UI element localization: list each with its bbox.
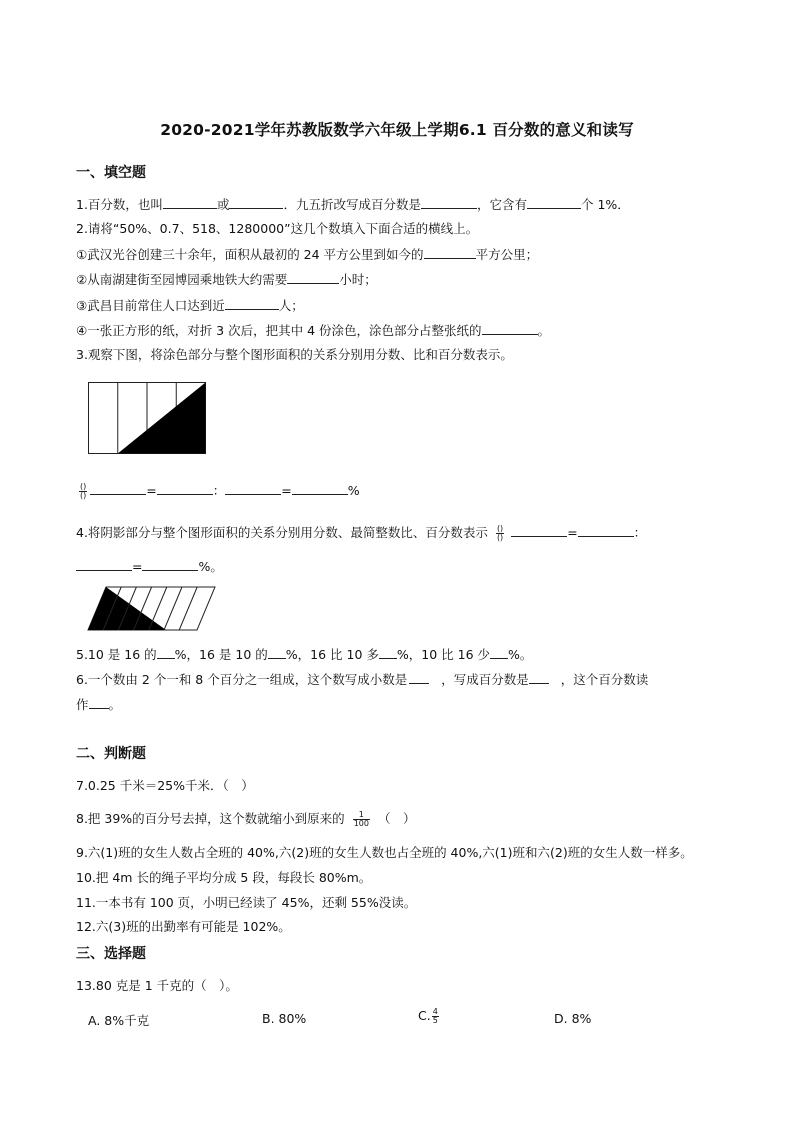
q3-eq-1: =	[146, 483, 157, 498]
q1-text-4: ，它含有	[476, 197, 527, 212]
q13-option-b[interactable]: B. 80%	[262, 1011, 307, 1026]
q13-c-num: 4	[432, 1007, 438, 1016]
q4-frac-num: ()	[496, 524, 504, 533]
q2b-blank[interactable]	[287, 270, 339, 284]
q4-blank-4[interactable]	[142, 557, 198, 571]
q2b-text-2: 小时；	[339, 272, 377, 287]
question-13: 13.80 克是 1 千克的（ ）。	[76, 978, 238, 993]
q3-blank-1[interactable]	[90, 481, 146, 495]
q8-fraction	[353, 811, 370, 828]
section-fill-heading: 一、填空题	[76, 165, 146, 181]
q6-text-2: ，写成百分数是	[441, 672, 529, 687]
q3-blank-2[interactable]	[157, 481, 213, 495]
section-choice-heading: 三、选择题	[76, 946, 146, 962]
question-2c	[76, 296, 304, 315]
q6-text-1: 6.一个数由 2 个一和 8 个百分之一组成，这个数写成小数是	[76, 672, 408, 687]
question-6-cont	[76, 695, 121, 714]
question-2-intro: 2.请将“50%、0.7、518、1280000”这几个数填入下面合适的横线上。	[76, 221, 479, 236]
section-judge-heading: 二、判断题	[76, 746, 146, 762]
q4-frac-den: ()	[496, 533, 504, 542]
q3-blank-3[interactable]	[225, 481, 281, 495]
q2b-text-1: ②从南湖建街至园博园乘地铁大约需要	[76, 272, 288, 287]
q5-blank-2[interactable]	[268, 645, 286, 659]
q8-frac-num: 1	[353, 811, 370, 820]
question-2b	[76, 270, 377, 289]
question-8	[76, 810, 415, 828]
question-11: 11.一本书有 100 页，小明已经读了 45%，还剩 55%没读。	[76, 895, 417, 910]
q5-text-4: %，10 比 16 少	[396, 647, 490, 662]
q2a-text-1: ①武汉光谷创建三十余年，面积从最初的 24 平方公里到如今的	[76, 247, 424, 262]
q5-text-3: %，16 比 10 多	[285, 647, 379, 662]
q3-frac-num: ()	[80, 482, 87, 491]
question-3: 3.观察下图，将涂色部分与整个图形面积的关系分别用分数、比和百分数表示。	[76, 347, 513, 362]
q8-text-2: （ ）	[377, 811, 416, 826]
q1-blank-2[interactable]	[229, 195, 283, 209]
question-4-cont	[76, 557, 223, 576]
q5-text-5: %。	[508, 647, 533, 662]
q3-eq-2: =	[281, 483, 292, 498]
q1-text-3: ．九五折改写成百分数是	[283, 197, 421, 212]
q6-blank-3[interactable]	[89, 695, 109, 709]
q6-blank-1[interactable]	[409, 670, 429, 684]
q2c-blank[interactable]	[225, 296, 279, 310]
q5-blank-1[interactable]	[157, 645, 175, 659]
q13-option-c-fraction	[432, 1008, 439, 1025]
q2a-text-2: 平方公里；	[475, 247, 539, 262]
question-2a	[76, 245, 538, 264]
q3-fraction	[79, 483, 87, 500]
question-4	[76, 523, 646, 542]
q2c-text-1: ③武昌目前常住人口达到近	[76, 298, 225, 313]
q2c-text-2: 人；	[278, 298, 304, 313]
q5-blank-4[interactable]	[490, 645, 508, 659]
q1-blank-4[interactable]	[527, 195, 581, 209]
q4-text: 4.将阴影部分与整个图形面积的关系分别用分数、最简整数比、百分数表示	[76, 525, 488, 540]
q4-blank-3[interactable]	[76, 557, 132, 571]
q2a-blank[interactable]	[424, 245, 476, 259]
question-2d	[76, 321, 550, 340]
q5-text-2: %，16 是 10 的	[174, 647, 268, 662]
q13-option-d[interactable]: D. 8%	[554, 1011, 592, 1026]
q4-blank-1[interactable]	[511, 523, 567, 537]
question-12: 12.六(3)班的出勤率有可能是 102%。	[76, 919, 291, 934]
q13-option-c-prefix: C.	[418, 1008, 431, 1023]
question-10: 10.把 4m 长的绳子平均分成 5 段，每段长 80%m。	[76, 870, 372, 885]
q3-figure-rectangle	[88, 382, 210, 456]
q4-colon: ：	[633, 525, 647, 540]
q4-blank-2[interactable]	[578, 523, 634, 537]
q1-text-1: 1.百分数，也叫	[76, 197, 163, 212]
q4-eq-2: =	[132, 559, 143, 574]
q13-c-den: 5	[432, 1016, 438, 1025]
question-6	[76, 670, 648, 689]
q2d-blank[interactable]	[482, 321, 538, 335]
question-5	[76, 645, 532, 664]
q1-blank-3[interactable]	[421, 195, 477, 209]
q4-fraction	[496, 525, 504, 542]
q1-blank-1[interactable]	[163, 195, 217, 209]
q5-blank-3[interactable]	[379, 645, 397, 659]
question-9: 9.六(1)班的女生人数占全班的 40%,六(2)班的女生人数也占全班的 40%,六(1)班和六(2)班的女生人数一样多。	[76, 845, 693, 860]
q1-text-2: 或	[216, 197, 230, 212]
q2d-text-2: 。	[537, 323, 551, 338]
q8-text-1: 8.把 39%的百分号去掉，这个数就缩小到原来的	[76, 811, 345, 826]
q3-colon: ：	[212, 483, 226, 498]
q2d-text-1: ④一张正方形的纸，对折 3 次后，把其中 4 份涂色，涂色部分占整张纸的	[76, 323, 482, 338]
q6-text-3: ，这个百分数读	[560, 672, 649, 687]
q3-frac-den: ()	[80, 491, 87, 500]
q13-option-a[interactable]: A. 8%千克	[88, 1013, 150, 1028]
q3-pct: %	[347, 483, 360, 498]
q4-figure-parallelogram	[86, 585, 218, 633]
question-1	[76, 195, 630, 214]
q3-blank-4[interactable]	[292, 481, 348, 495]
question-7: 7.0.25 千米＝25%千米．（ ）	[76, 778, 254, 793]
q8-frac-den: 100	[353, 819, 369, 828]
q3-answer-line	[76, 481, 360, 500]
q13-option-c[interactable]	[418, 1008, 440, 1025]
page-title: 2020-2021学年苏教版数学六年级上学期6.1 百分数的意义和读写	[160, 121, 634, 139]
q6-text-5: 。	[108, 697, 122, 712]
q6-blank-2[interactable]	[529, 670, 549, 684]
q4-pct: %。	[198, 559, 223, 574]
q6-text-4: 作	[76, 697, 89, 712]
q5-text-1: 5.10 是 16 的	[76, 647, 157, 662]
q4-eq-1: =	[567, 525, 578, 540]
q1-text-5: 个 1%．	[580, 197, 630, 212]
